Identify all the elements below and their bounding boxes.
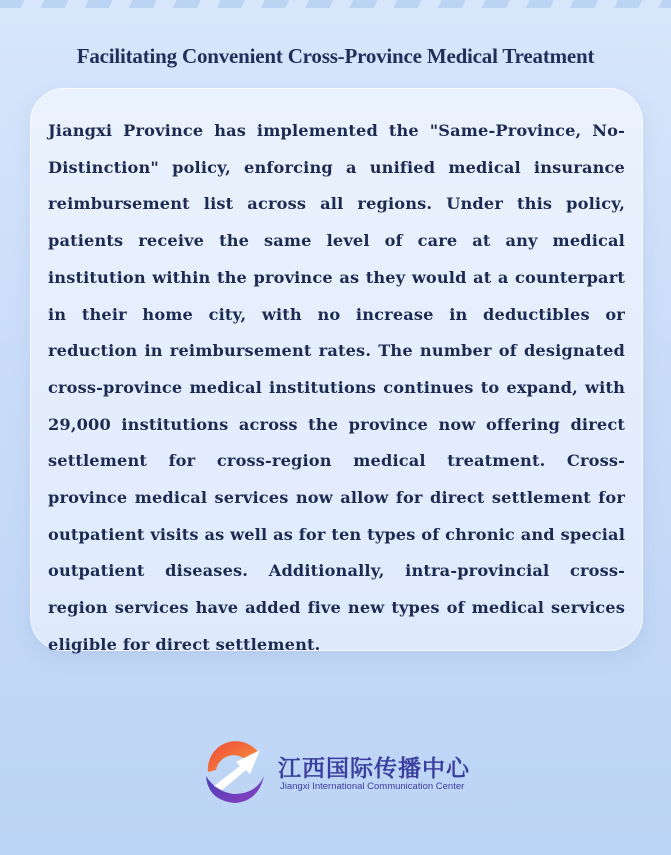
logo-chinese-name: 江西国际传播中心 <box>278 756 470 782</box>
jiangxi-icc-logo-icon <box>200 736 270 806</box>
logo-english-name: Jiangxi International Communication Center <box>280 781 465 792</box>
footer-logo <box>200 736 500 808</box>
page-title: Facilitating Convenient Cross-Province Medical Treatment <box>76 44 595 68</box>
body-paragraph: Jiangxi Province has implemented the "Same-Province, No-Distinction" policy, enforcing a unified medical insurance reimbursement list across all regions. Under this policy, patients receive the same level of care at any medical institution within the province as they would at a counterpart in their home city, with no increase in deductibles or reduction in reimbursement rates. The number of designated cross-province medical institutions continues to expand, with 29,000 institutions across the province now offering direct settlement for cross-region medical treatment. Cross-province medical services now allow for direct settlement for outpatient visits as well as for ten types of chronic and special outpatient diseases. Additionally, intra-provincial cross-region services have added five new types of medical services eligible for direct settlement. <box>48 121 625 654</box>
top-stripe-decoration <box>0 0 671 8</box>
